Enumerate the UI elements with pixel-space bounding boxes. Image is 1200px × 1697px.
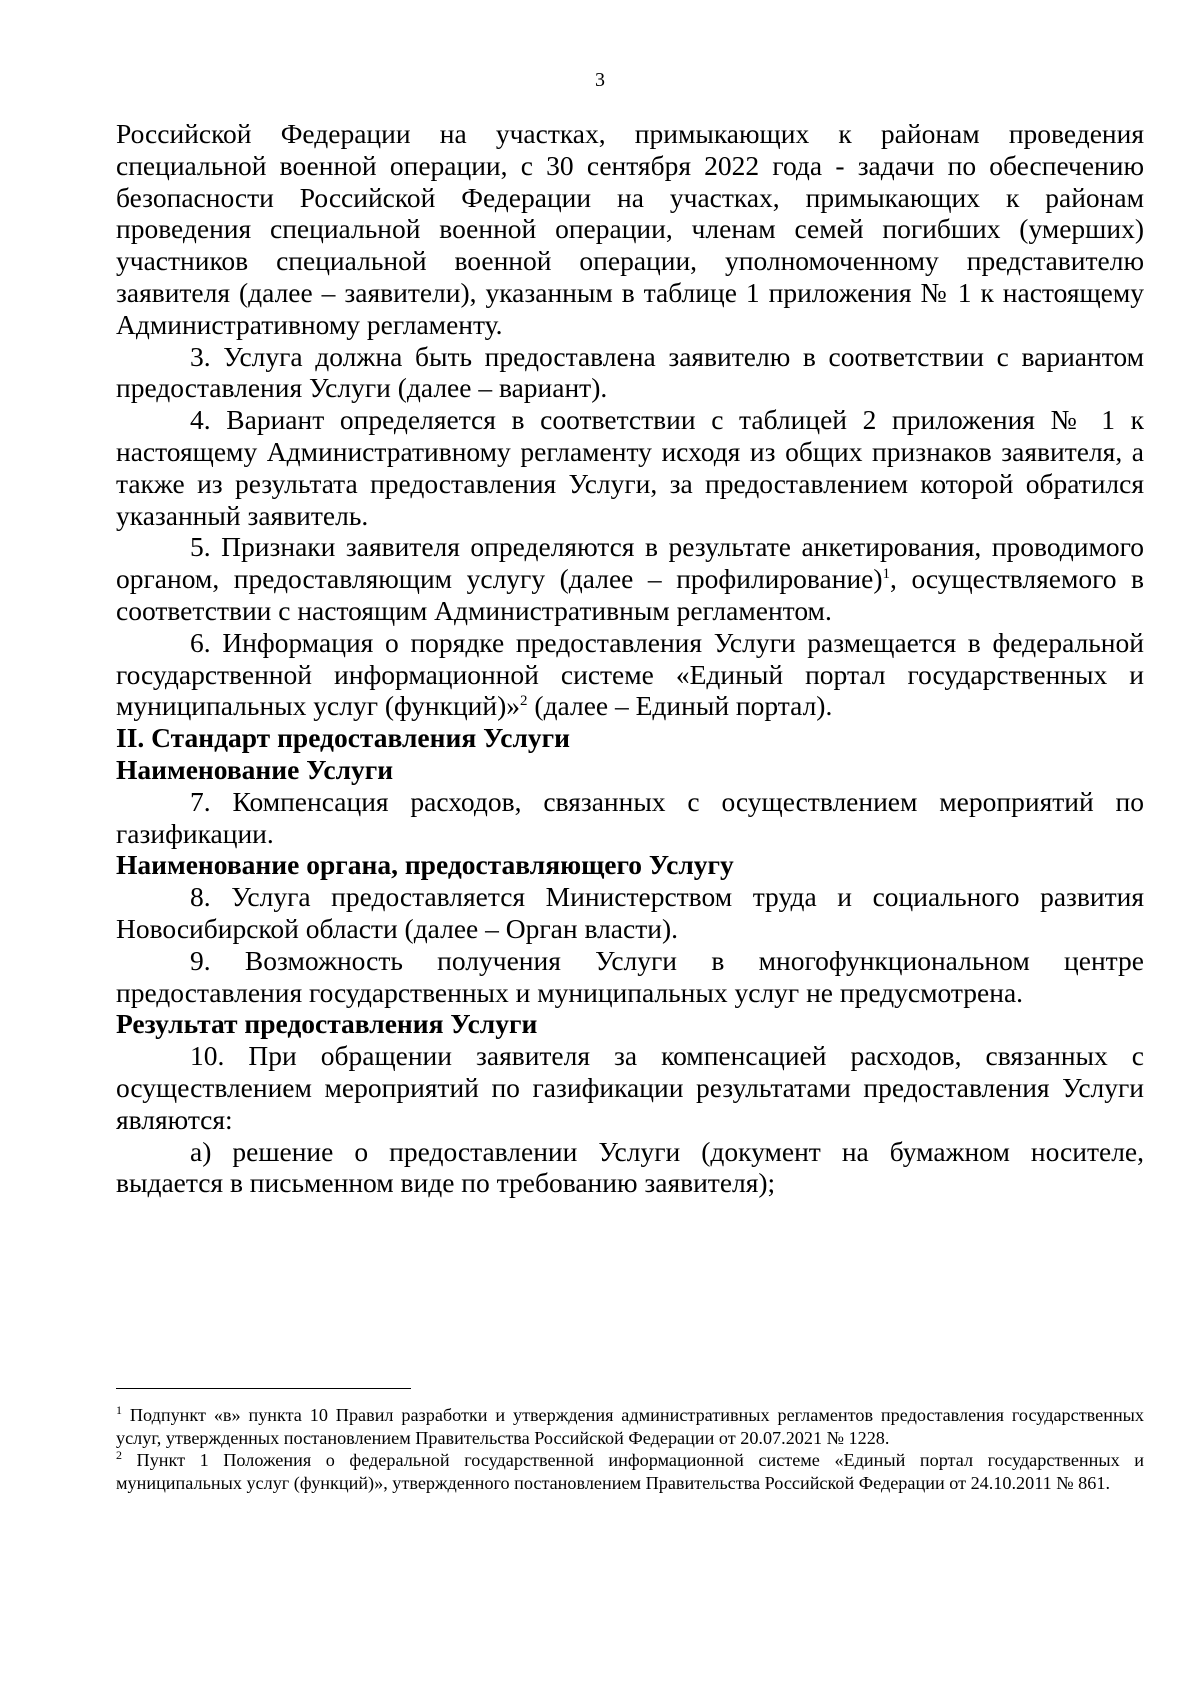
footnote-marker-2: 2 (116, 1448, 122, 1463)
footnote-2-text: Пункт 1 Положения о федеральной государственной информационной системе «Единый портал государственных и муниципальных услуг (функций)», утвержденного постановлением Правительства Российской Федерации от 24.10.2011 № 861. (116, 1450, 1144, 1493)
footnotes (116, 1404, 1144, 1494)
paragraph-4: 4. Вариант определяется в соответствии с таблицей 2 приложения № 1 к настоящему Административному регламенту исходя из общих признаков заявителя, а также из результата предоставления Услуги, за предоставлением которой обратился указанный заявитель. (116, 404, 1144, 531)
paragraph-6-text-start: 6. Информация о порядке предоставления Услуги размещается в федеральной государственной информационной системе «Единый портал государственных и муниципальных услуг (функций)» (116, 626, 1144, 722)
paragraph-3: 3. Услуга должна быть предоставлена заявителю в соответствии с вариантом предоставления Услуги (далее – вариант). (116, 340, 1144, 404)
subheading-authority-name: Наименование органа, предоставляющего Услугу (116, 849, 734, 881)
paragraph-6 (116, 627, 1144, 722)
footnote-divider (116, 1388, 411, 1389)
page-number: 3 (595, 69, 605, 91)
section-heading: II. Стандарт предоставления Услуги (116, 722, 571, 754)
footnote-2 (116, 1449, 1144, 1494)
paragraph-9: 9. Возможность получения Услуги в многофункциональном центре предоставления государственных и муниципальных услуг не предусмотрена. (116, 944, 1144, 1008)
footnote-ref-1: 1 (882, 566, 891, 582)
paragraph-5-text-end: , осуществляемого в соответствии с настоящим Административным регламентом. (116, 563, 1144, 626)
paragraph-10a: а) решение о предоставлении Услуги (документ на бумажном носителе, выдается в письменном виде по требованию заявителя); (116, 1135, 1144, 1199)
footnote-marker-1: 1 (116, 1402, 122, 1417)
paragraph-continuation: Российской Федерации на участках, примыкающих к районам проведения специальной военной операции, с 30 сентября 2022 года - задачи по обеспечению безопасности Российской Федерации на участках, примыкающих к районам проведения специальной военной операции, членам семей погибших (умерших) участников специальной военной операции, уполномоченному представителю заявителя (далее – заявители), указанным в таблице 1 приложения № 1 к настоящему Административному регламенту. (116, 118, 1144, 340)
subheading-service-name: Наименование Услуги (116, 753, 394, 785)
footnote-1-text: Подпункт «в» пункта 10 Правил разработки и утверждения административных регламентов предоставления государственных услуг, утвержденных постановлением Правительства Российской Федерации от 20.07.2021 № 1228. (116, 1405, 1144, 1448)
paragraph-10: 10. При обращении заявителя за компенсацией расходов, связанных с осуществлением мероприятий по газификации результатами предоставления Услуги являются: (116, 1040, 1144, 1135)
paragraph-5-text-start: 5. Признаки заявителя определяются в результате анкетирования, проводимого органом, предоставляющим услугу (далее – профилирование) (116, 531, 1144, 595)
subheading-result: Результат предоставления Услуги (116, 1008, 538, 1040)
paragraph-5 (116, 531, 1144, 626)
footnote-1 (116, 1404, 1144, 1449)
paragraph-7: 7. Компенсация расходов, связанных с осуществлением мероприятий по газификации. (116, 785, 1144, 849)
document-body (116, 118, 1144, 1199)
paragraph-6-text-end: (далее – Единый портал). (527, 690, 833, 722)
footnote-ref-2: 2 (520, 693, 528, 710)
paragraph-8: 8. Услуга предоставляется Министерством труда и социального развития Новосибирской области (далее – Орган власти). (116, 881, 1144, 944)
